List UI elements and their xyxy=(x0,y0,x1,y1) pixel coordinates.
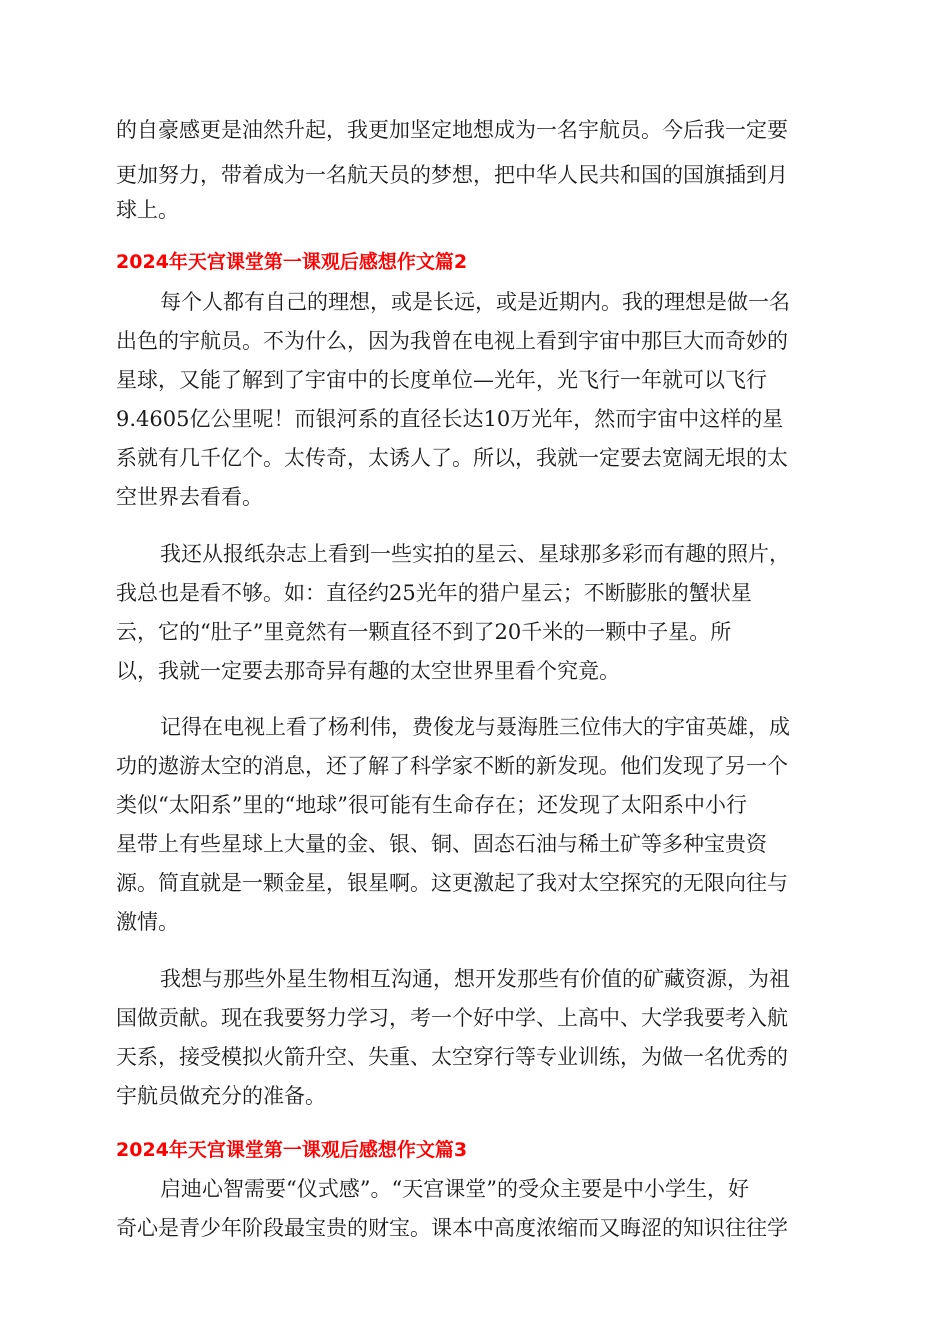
paragraph-0-line-1: 的自豪感更是油然升起，我更加坚定地想成为一名宇航员。今后我一定要 xyxy=(116,118,788,142)
paragraph-1-line-3: 星球，又能了解到了宇宙中的长度单位—光年，光飞行一年就可以飞行 xyxy=(116,368,767,392)
paragraph-2-line-3: 云，它的“肚子”里竟然有一颗直径不到了20千米的一颗中子星。所 xyxy=(116,620,732,644)
paragraph-1-line-5: 系就有几千亿个。太传奇，太诱人了。所以，我就一定要去宽阔无垠的太 xyxy=(116,446,788,470)
paragraph-5-line-1: 启迪心智需要“仪式感”。“天宫课堂”的受众主要是中小学生，好 xyxy=(160,1177,749,1201)
paragraph-4-line-4: 宇航员做充分的准备。 xyxy=(116,1084,326,1108)
paragraph-0-line-3: 球上。 xyxy=(116,198,179,222)
paragraph-3-line-1: 记得在电视上看了杨利伟，费俊龙与聂海胜三位伟大的宇宙英雄，成 xyxy=(160,715,790,739)
paragraph-4-line-2: 国做贡献。现在我要努力学习，考一个好中学、上高中、大学我要考入航 xyxy=(116,1006,788,1030)
paragraph-3-line-5: 源。简直就是一颗金星，银星啊。这更激起了我对太空探究的无限向往与 xyxy=(116,871,788,895)
paragraph-3-line-2: 功的遨游太空的消息，还了解了科学家不断的新发现。他们发现了另一个 xyxy=(116,754,788,778)
paragraph-2-line-2: 我总也是看不够。如：直径约25光年的猎户星云；不断膨胀的蟹状星 xyxy=(116,581,752,605)
paragraph-3-line-4: 星带上有些星球上大量的金、银、铜、固态石油与稀土矿等多种宝贵资 xyxy=(116,832,767,856)
paragraph-5-line-2: 奇心是青少年阶段最宝贵的财宝。课本中高度浓缩而又晦涩的知识往往学 xyxy=(116,1216,788,1240)
paragraph-1-line-1: 每个人都有自己的理想，或是长远，或是近期内。我的理想是做一名 xyxy=(160,290,790,314)
paragraph-2-line-4: 以，我就一定要去那奇异有趣的太空世界里看个究竟。 xyxy=(116,659,620,683)
paragraph-1-line-2: 出色的宇航员。不为什么，因为我曾在电视上看到宇宙中那巨大而奇妙的 xyxy=(116,329,788,353)
paragraph-4-line-3: 天系，接受模拟火箭升空、失重、太空穿行等专业训练，为做一名优秀的 xyxy=(116,1045,788,1069)
paragraph-3-line-6: 激情。 xyxy=(116,910,179,934)
paragraph-3-line-3: 类似“太阳系”里的“地球”很可能有生命存在；还发现了太阳系中小行 xyxy=(116,793,747,817)
paragraph-0-line-2: 更加努力，带着成为一名航天员的梦想，把中华人民共和国的国旗插到月 xyxy=(116,163,788,187)
paragraph-1-line-6: 空世界去看看。 xyxy=(116,485,263,509)
section-heading-3: 2024年天宫课堂第一课观后感想作文篇3 xyxy=(116,1139,468,1161)
paragraph-2-line-1: 我还从报纸杂志上看到一些实拍的星云、星球那多彩而有趣的照片， xyxy=(160,542,790,566)
paragraph-1-line-4: 9.4605亿公里呢！而银河系的直径长达10万光年，然而宇宙中这样的星 xyxy=(116,407,784,431)
section-heading-2: 2024年天宫课堂第一课观后感想作文篇2 xyxy=(116,251,468,273)
paragraph-4-line-1: 我想与那些外星生物相互沟通，想开发那些有价值的矿藏资源，为祖 xyxy=(160,967,790,991)
